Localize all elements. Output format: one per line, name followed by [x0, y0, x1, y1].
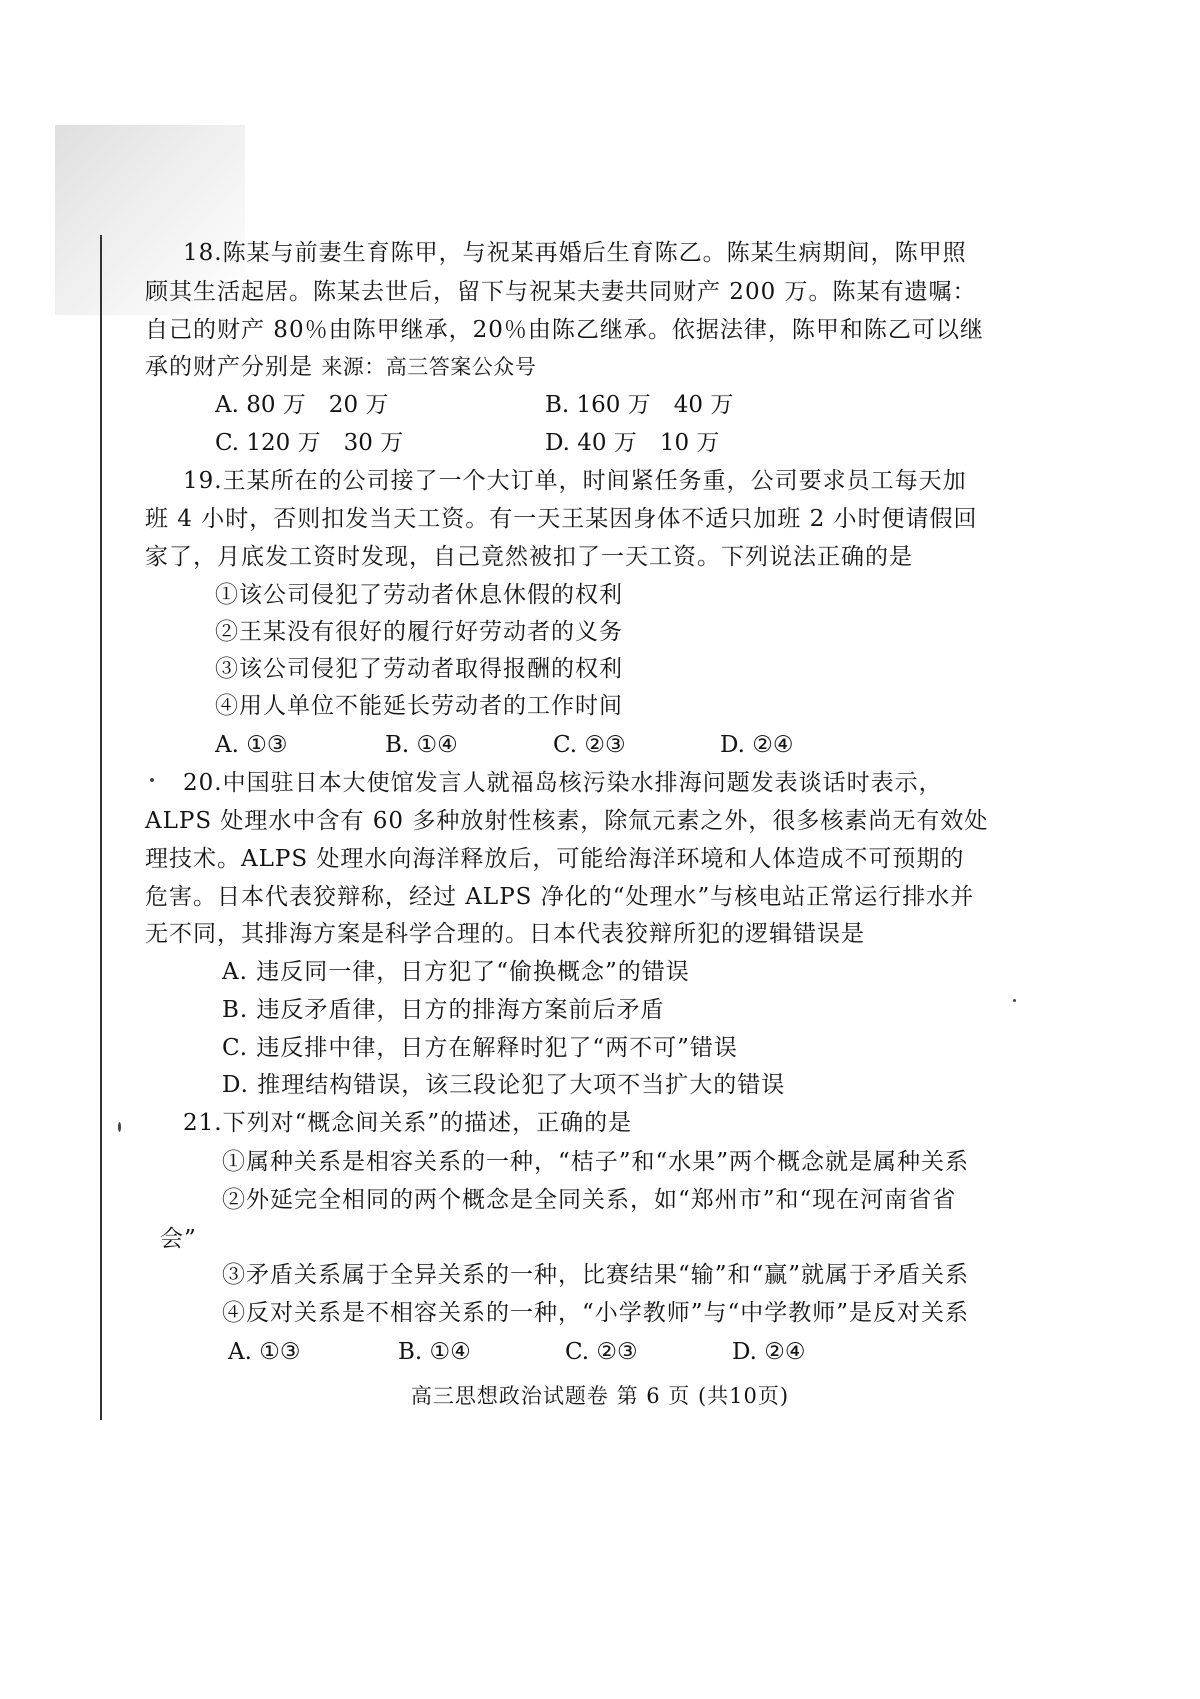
- option-a: A. ①③: [228, 1339, 301, 1365]
- scan-speck: [118, 1122, 121, 1132]
- option-c: C. 违反排中律，日方在解释时犯了“两不可”错误: [222, 1035, 738, 1061]
- option-b: B. ①④: [398, 1339, 471, 1365]
- question-text-line: 18.陈某与前妻生育陈甲，与祝某再婚后生育陈乙。陈某生病期间，陈甲照: [183, 240, 967, 266]
- option-d: D. 推理结构错误，该三段论犯了大项不当扩大的错误: [222, 1072, 786, 1098]
- option-c: C. ②③: [565, 1339, 638, 1365]
- option-b: B. 违反矛盾律，日方的排海方案前后矛盾: [222, 997, 665, 1023]
- question-text-line: 家了，月底发工资时发现，自己竟然被扣了一天工资。下列说法正确的是: [145, 544, 913, 570]
- option-d: D. ②④: [720, 732, 794, 758]
- option-a: A. 80 万 20 万: [215, 392, 389, 418]
- binding-margin-line: [100, 235, 102, 1420]
- question-text-line: 理技术。ALPS 处理水向海洋释放后，可能给海洋环境和人体造成不可预期的: [145, 846, 965, 872]
- option-d: D. 40 万 10 万: [545, 430, 720, 456]
- scan-speck: [1013, 999, 1016, 1002]
- question-text-line: 20.中国驻日本大使馆发言人就福岛核污染水排海问题发表谈话时表示，: [183, 770, 943, 796]
- statement-4: ④用人单位不能延长劳动者的工作时间: [215, 693, 623, 719]
- statement-2: ②王某没有很好的履行好劳动者的义务: [215, 619, 623, 645]
- question-text-line: 顾其生活起居。陈某去世后，留下与祝某夫妻共同财产 200 万。陈某有遗嘱：: [145, 279, 977, 305]
- question-text-fragment: 承的财产分别是: [145, 354, 313, 380]
- statement-3: ③该公司侵犯了劳动者取得报酬的权利: [215, 656, 623, 682]
- question-text-line: 21.下列对“概念间关系”的描述，正确的是: [183, 1110, 633, 1136]
- option-b: B. 160 万 40 万: [545, 392, 734, 418]
- option-c: C. 120 万 30 万: [215, 430, 404, 456]
- question-text-line: 班 4 小时，否则扣发当天工资。有一天王某因身体不适只加班 2 小时便请假回: [145, 506, 978, 532]
- option-a: A. 违反同一律，日方犯了“偷换概念”的错误: [222, 959, 690, 985]
- option-d: D. ②④: [732, 1339, 806, 1365]
- question-text-line: 19.王某所在的公司接了一个大订单，时间紧任务重，公司要求员工每天加: [183, 468, 967, 494]
- statement-3: ③矛盾关系属于全异关系的一种，比赛结果“输”和“赢”就属于矛盾关系: [222, 1262, 970, 1288]
- question-text-line: ALPS 处理水中含有 60 多种放射性核素，除氚元素之外，很多核素尚无有效处: [145, 808, 989, 834]
- page-footer: 高三思想政治试题卷 第 6 页 (共10页): [410, 1384, 790, 1408]
- question-text-line: 危害。日本代表狡辩称，经过 ALPS 净化的“处理水”与核电站正常运行排水并: [145, 884, 975, 910]
- question-text-line: [145, 353, 536, 381]
- statement-2-continued: 会”: [160, 1226, 197, 1252]
- question-text-line: 无不同，其排海方案是科学合理的。日本代表狡辩所犯的逻辑错误是: [145, 921, 865, 947]
- option-a: A. ①③: [215, 732, 288, 758]
- scan-speck: [150, 778, 154, 782]
- statement-4: ④反对关系是不相容关系的一种，“小学教师”与“中学教师”是反对关系: [222, 1300, 970, 1326]
- source-note: 来源：高三答案公众号: [321, 355, 537, 379]
- statement-1: ①属种关系是相容关系的一种，“桔子”和“水果”两个概念就是属种关系: [222, 1149, 970, 1175]
- question-text-line: 自己的财产 80％由陈甲继承，20％由陈乙继承。依据法律，陈甲和陈乙可以继: [145, 317, 984, 343]
- statement-1: ①该公司侵犯了劳动者休息休假的权利: [215, 582, 623, 608]
- option-b: B. ①④: [385, 732, 458, 758]
- option-c: C. ②③: [553, 732, 626, 758]
- statement-2: ②外延完全相同的两个概念是全同关系，如“郑州市”和“现在河南省省: [222, 1187, 957, 1213]
